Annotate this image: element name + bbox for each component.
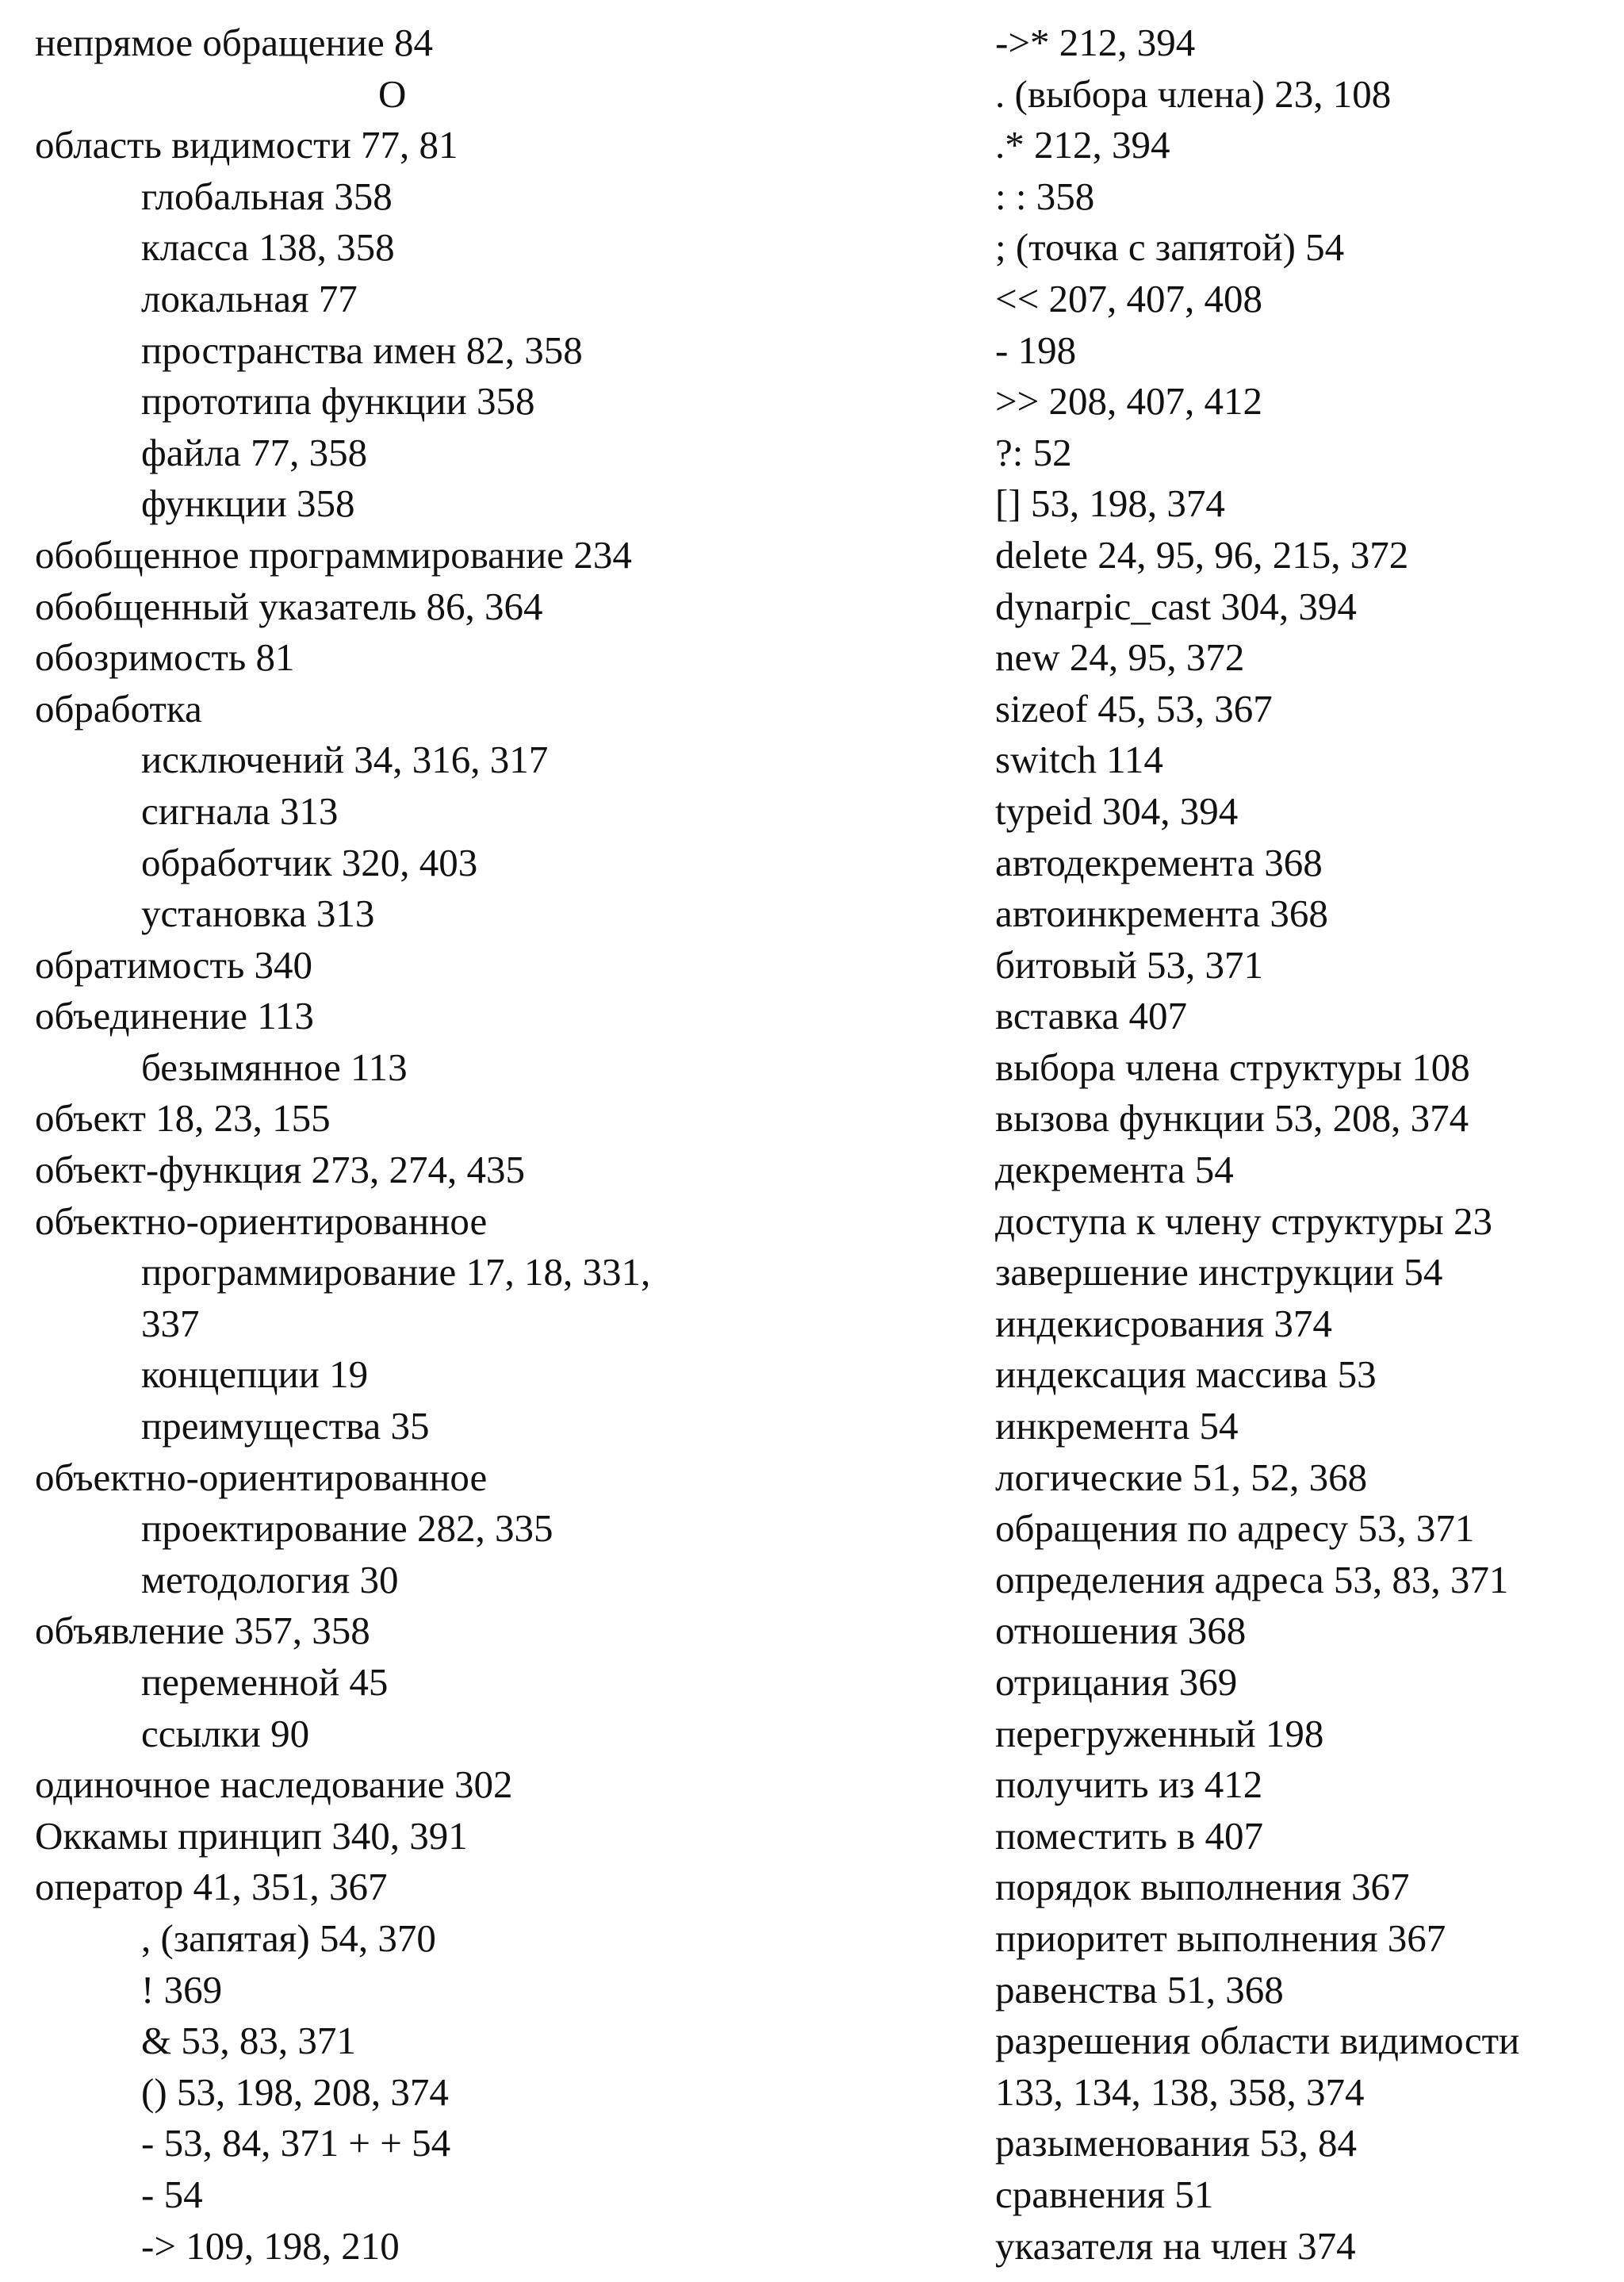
index-entry: new 24, 95, 372 bbox=[995, 635, 1245, 680]
index-subentry: ! 369 bbox=[141, 1967, 223, 2012]
index-entry: логические 51, 52, 368 bbox=[995, 1455, 1368, 1499]
index-subentry: проектирование 282, 335 bbox=[141, 1506, 553, 1551]
index-subentry: , (запятая) 54, 370 bbox=[141, 1916, 436, 1960]
index-entry: разрешения области видимости bbox=[995, 2019, 1520, 2063]
index-entry: ->* 212, 394 bbox=[995, 21, 1196, 64]
index-entry: объектно-ориентированное bbox=[35, 1455, 488, 1499]
index-subentry: преимущества 35 bbox=[141, 1404, 430, 1448]
index-entry: автодекремента 368 bbox=[995, 840, 1323, 884]
index-entry: автоинкремента 368 bbox=[995, 892, 1328, 936]
index-subentry: безымянное 113 bbox=[141, 1045, 408, 1089]
index-entry: область видимости 77, 81 bbox=[35, 123, 458, 167]
index-entry: >> 208, 407, 412 bbox=[995, 379, 1263, 424]
index-entry: switch 114 bbox=[995, 738, 1163, 782]
index-entry: индексация массива 53 bbox=[995, 1352, 1377, 1397]
index-subentry: сигнала 313 bbox=[141, 788, 339, 833]
index-subentry: исключений 34, 316, 317 bbox=[141, 738, 549, 782]
index-entry: обобщенное программирование 234 bbox=[35, 532, 632, 577]
index-subentry: 337 bbox=[141, 1301, 200, 1345]
index-entry: разыменования 53, 84 bbox=[995, 2121, 1357, 2165]
index-entry: перегруженный 198 bbox=[995, 1711, 1324, 1755]
index-entry: непрямое обращение 84 bbox=[35, 21, 433, 64]
index-entry: одиночное наследование 302 bbox=[35, 1762, 513, 1807]
index-entry: отношения 368 bbox=[995, 1609, 1247, 1653]
index-subentry: методология 30 bbox=[141, 1557, 399, 1601]
index-entry: указателя на член 374 bbox=[995, 2223, 1356, 2268]
index-entry: typeid 304, 394 bbox=[995, 788, 1239, 833]
index-entry: оператор 41, 351, 367 bbox=[35, 1865, 388, 1909]
index-entry: отрицания 369 bbox=[995, 1660, 1238, 1704]
index-subentry: переменной 45 bbox=[141, 1660, 389, 1704]
index-column-right bbox=[995, 17, 1622, 2272]
index-entry: равенства 51, 368 bbox=[995, 1967, 1284, 2012]
index-subentry: - 54 bbox=[141, 2172, 203, 2216]
index-subentry: прототипа функции 358 bbox=[141, 379, 535, 424]
index-subentry: обработчик 320, 403 bbox=[141, 840, 478, 884]
index-entry: Оккамы принцип 340, 391 bbox=[35, 1813, 468, 1858]
index-entry: приоритет выполнения 367 bbox=[995, 1916, 1446, 1960]
index-entry: порядок выполнения 367 bbox=[995, 1865, 1410, 1909]
index-entry: инкремента 54 bbox=[995, 1404, 1239, 1448]
index-entry: 133, 134, 138, 358, 374 bbox=[995, 2069, 1365, 2114]
index-entry: delete 24, 95, 96, 215, 372 bbox=[995, 532, 1409, 577]
index-entry: sizeof 45, 53, 367 bbox=[995, 686, 1273, 731]
index-entry: объект-функция 273, 274, 435 bbox=[35, 1148, 525, 1192]
index-entry: объединение 113 bbox=[35, 994, 314, 1038]
index-entry: ; (точка с запятой) 54 bbox=[995, 225, 1345, 270]
index-subentry: & 53, 83, 371 bbox=[141, 2019, 356, 2063]
index-entry: обобщенный указатель 86, 364 bbox=[35, 584, 543, 628]
index-entry: обработка bbox=[35, 686, 202, 731]
index-entry: dynarpic_cast 304, 394 bbox=[995, 584, 1357, 628]
index-subentry: - 53, 84, 371 + + 54 bbox=[141, 2121, 451, 2165]
index-entry: объект 18, 23, 155 bbox=[35, 1096, 331, 1141]
index-subentry: ссылки 90 bbox=[141, 1711, 310, 1755]
index-entry: обращения по адресу 53, 371 bbox=[995, 1506, 1475, 1551]
index-column-left bbox=[35, 17, 947, 2272]
index-subentry: программирование 17, 18, 331, bbox=[141, 1250, 651, 1294]
index-entry: объявление 357, 358 bbox=[35, 1609, 370, 1653]
index-subentry: () 53, 198, 208, 374 bbox=[141, 2069, 449, 2114]
index-subentry: класса 138, 358 bbox=[141, 225, 395, 270]
index-entry: индекисрования 374 bbox=[995, 1301, 1332, 1345]
index-entry: вызова функции 53, 208, 374 bbox=[995, 1096, 1469, 1141]
index-subentry: пространства имен 82, 358 bbox=[141, 328, 583, 372]
index-subentry: глобальная 358 bbox=[141, 174, 393, 218]
index-entry: [] 53, 198, 374 bbox=[995, 481, 1225, 526]
index-entry: ?: 52 bbox=[995, 430, 1072, 474]
index-subentry: функции 358 bbox=[141, 481, 355, 526]
index-entry: << 207, 407, 408 bbox=[995, 276, 1263, 320]
index-entry: . (выбора члена) 23, 108 bbox=[995, 71, 1392, 116]
index-entry: выбора члена структуры 108 bbox=[995, 1045, 1470, 1089]
index-entry: определения адреса 53, 83, 371 bbox=[995, 1557, 1509, 1601]
index-entry: обозримость 81 bbox=[35, 635, 295, 680]
index-entry: объектно-ориентированное bbox=[35, 1199, 488, 1243]
index-entry: декремента 54 bbox=[995, 1148, 1234, 1192]
index-entry: завершение инструкции 54 bbox=[995, 1250, 1443, 1294]
index-entry: доступа к члену структуры 23 bbox=[995, 1199, 1492, 1243]
index-subentry: локальная 77 bbox=[141, 276, 358, 320]
index-entry: - 198 bbox=[995, 328, 1077, 372]
index-entry: .* 212, 394 bbox=[995, 123, 1170, 167]
index-entry: сравнения 51 bbox=[995, 2172, 1214, 2216]
index-entry: битовый 53, 371 bbox=[995, 942, 1263, 987]
index-subentry: установка 313 bbox=[141, 892, 375, 936]
letter-heading: О bbox=[378, 71, 407, 116]
index-entry: вставка 407 bbox=[995, 994, 1188, 1038]
index-subentry: -> 109, 198, 210 bbox=[141, 2223, 400, 2268]
index-entry: поместить в 407 bbox=[995, 1813, 1264, 1858]
index-subentry: концепции 19 bbox=[141, 1352, 369, 1397]
index-entry: обратимость 340 bbox=[35, 942, 313, 987]
index-subentry: файла 77, 358 bbox=[141, 430, 368, 474]
index-entry: : : 358 bbox=[995, 174, 1095, 218]
index-entry: получить из 412 bbox=[995, 1762, 1263, 1807]
